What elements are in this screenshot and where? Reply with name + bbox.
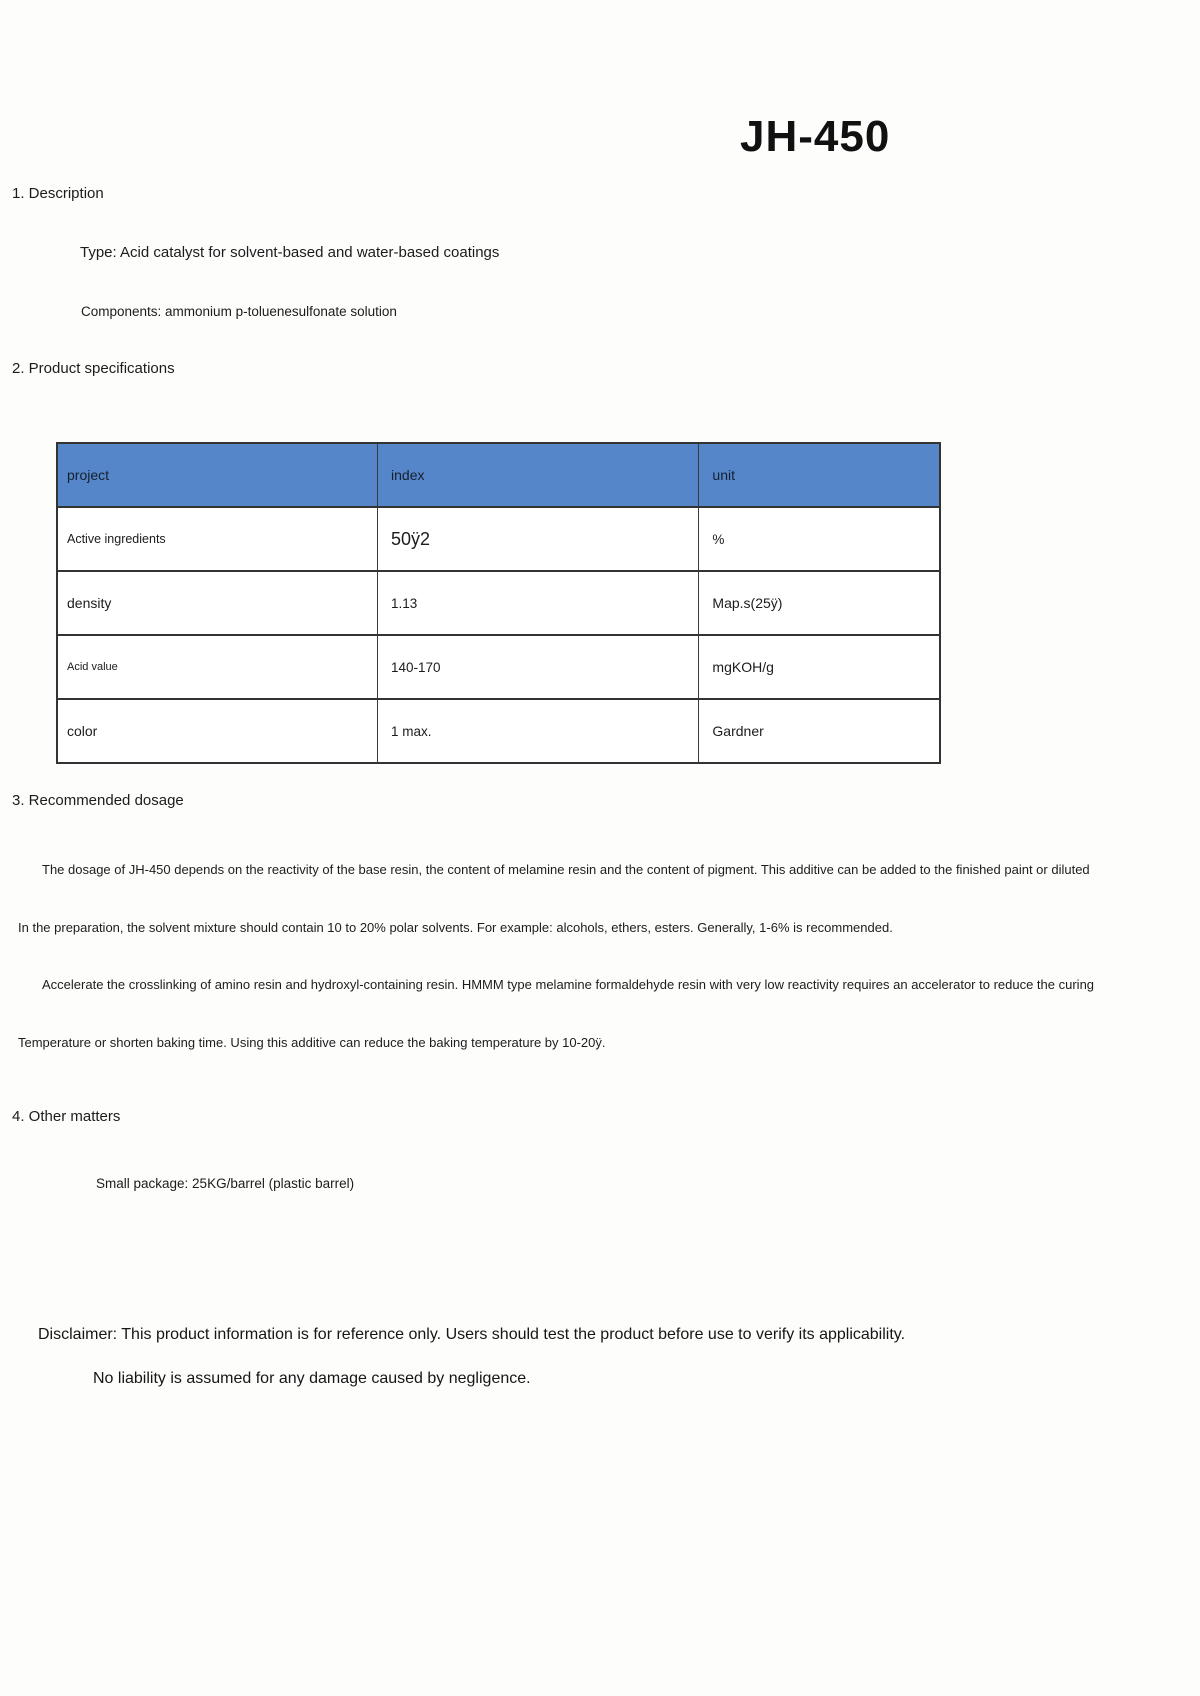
disclaimer-line-2: No liability is assumed for any damage caused by negligence. — [93, 1370, 531, 1387]
table-row — [57, 571, 940, 635]
dosage-line-2: In the preparation, the solvent mixture should contain 10 to 20% polar solvents. For example: alcohols, ethers, esters. Generally, 1-6% is recommended. — [18, 920, 893, 935]
spec-table — [56, 442, 941, 764]
dosage-line-4: Temperature or shorten baking time. Using this additive can reduce the baking temperature by 10-20ÿ. — [18, 1035, 606, 1050]
dosage-line-3: Accelerate the crosslinking of amino resin and hydroxyl-containing resin. HMMM type melamine formaldehyde resin with very low reactivity requires an accelerator to reduce the curing — [42, 977, 1095, 992]
components-line: Components: ammonium p-toluenesulfonate solution — [81, 304, 397, 319]
section-3-heading: 3. Recommended dosage — [12, 792, 184, 809]
cell-density-unit: Map.s(25ÿ) — [699, 571, 940, 635]
cell-active-ingredients-index: 50ÿ2 — [378, 507, 699, 571]
cell-acid-value-index: 140-170 — [378, 635, 699, 699]
type-line: Type: Acid catalyst for solvent-based and water-based coatings — [80, 244, 500, 261]
cell-acid-value: Acid value — [57, 635, 378, 699]
dosage-line-1: The dosage of JH-450 depends on the reactivity of the base resin, the content of melamine resin and the content of pigment. This additive can be added to the finished paint or diluted — [42, 862, 1090, 877]
cell-color-unit: Gardner — [699, 699, 940, 763]
cell-active-ingredients: Active ingredients — [57, 507, 378, 571]
cell-color-index: 1 max. — [378, 699, 699, 763]
package-line: Small package: 25KG/barrel (plastic barrel) — [96, 1176, 355, 1191]
page-title: JH-450 — [740, 112, 891, 161]
table-header-row — [57, 443, 940, 507]
table-row — [57, 507, 940, 571]
cell-acid-value-unit: mgKOH/g — [699, 635, 940, 699]
disclaimer-line-1: Disclaimer: This product information is for reference only. Users should test the product before use to verify its applicability. — [38, 1326, 906, 1343]
cell-color: color — [57, 699, 378, 763]
header-unit: unit — [699, 443, 940, 507]
cell-density-index: 1.13 — [378, 571, 699, 635]
section-2-heading: 2. Product specifications — [12, 360, 175, 377]
cell-density: density — [57, 571, 378, 635]
section-4-heading: 4. Other matters — [12, 1108, 121, 1125]
header-index: index — [378, 443, 699, 507]
table-row — [57, 699, 940, 763]
section-1-heading: 1. Description — [12, 185, 104, 202]
table-row — [57, 635, 940, 699]
header-project: project — [57, 443, 378, 507]
cell-active-ingredients-unit: % — [699, 507, 940, 571]
